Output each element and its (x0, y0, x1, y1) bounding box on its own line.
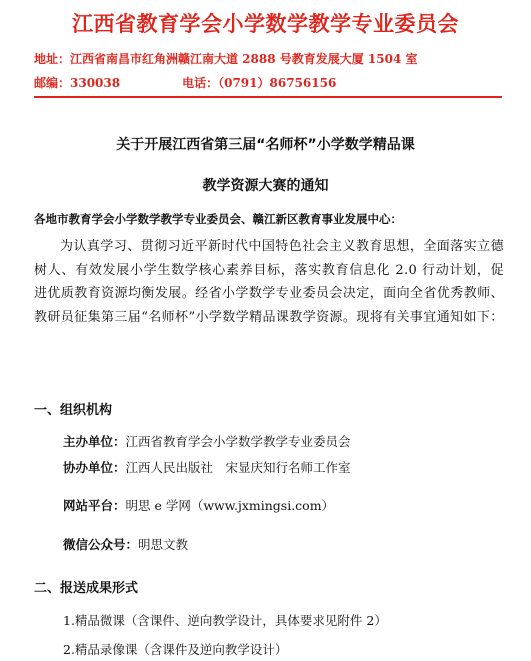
coorganizer-label: 协办单位： (63, 460, 126, 475)
organizer-row (63, 432, 351, 450)
section-heading-organization: 一、组织机构 (34, 403, 113, 418)
organizer-label: 主办单位： (63, 434, 126, 449)
letterhead-address: 地址：江西省南昌市红角洲赣江南大道 2888 号教育发展大厦 1504 室 (34, 52, 418, 66)
website-label: 网站平台： (63, 498, 126, 513)
letterhead-org-name: 江西省教育学会小学数学教学专业委员会 (72, 12, 459, 36)
wechat-value: 明思文教 (138, 537, 189, 552)
letterhead-postcode: 邮编：330038 (34, 76, 121, 90)
wechat-label: 微信公众号： (63, 537, 139, 552)
list-item: 1.精品微课（含课件、逆向教学设计，具体要求见附件 2） (63, 613, 387, 628)
website-row (63, 496, 334, 514)
list-item: 2.精品录像课（含课件及逆向教学设计） (63, 642, 288, 657)
section-heading-submission: 二、报送成果形式 (34, 581, 139, 596)
letterhead-contact (34, 74, 336, 91)
document-title-line1: 关于开展江西省第三届“名师杯”小学数学精品课 (116, 137, 415, 153)
organizer-value: 江西省教育学会小学数学教学专业委员会 (125, 434, 351, 449)
salutation: 各地市教育学会小学数学教学专业委员会、赣江新区教育事业发展中心： (34, 212, 402, 226)
coorganizer-row (63, 458, 351, 476)
letterhead-divider (34, 96, 502, 98)
letterhead-phone: 电话：（0791）86756156 (182, 76, 337, 90)
website-value: 明思 e 学网（www.jxmingsi.com） (125, 498, 335, 513)
wechat-row (63, 535, 188, 553)
document-title-line2: 教学资源大赛的通知 (202, 178, 329, 194)
coorganizer-value: 江西人民出版社 宋显庆知行名师工作室 (125, 460, 351, 475)
intro-paragraph: 为认真学习、贯彻习近平新时代中国特色社会主义教育思想，全面落实立德树人、有效发展小学生数学核心素养目标，落实教育信息化 2.0 行动计划，促进优质教育资源均衡发展。经省小学数学专业委员会决定，面向全省优秀教师、教研员征集第三届“名师杯”小学数学精品课教学资源。现将有关事宜通知如下： (34, 239, 504, 325)
